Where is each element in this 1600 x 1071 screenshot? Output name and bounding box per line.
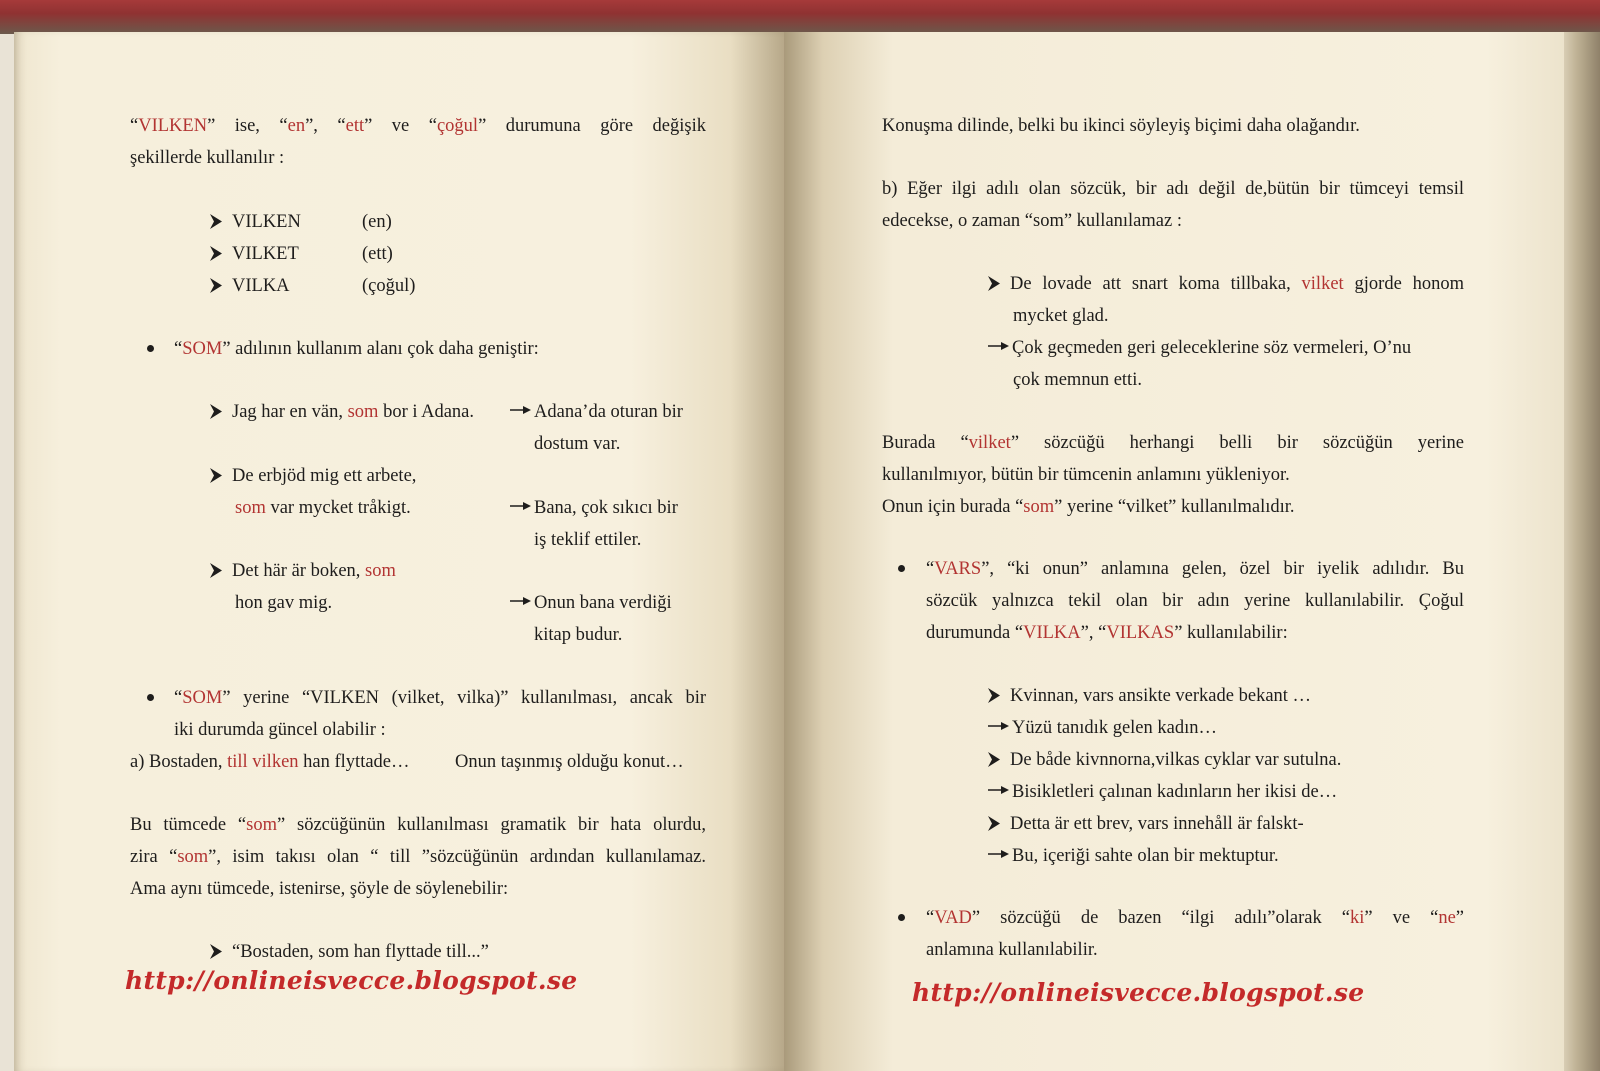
vars-example-sv: Detta är ett brev, vars innehåll är falskt- [988, 808, 1304, 840]
vars-bullet-line3: durumunda “VILKA”, “VILKAS” kullanılabilir: [926, 623, 1288, 643]
arrowhead-bullet-icon [210, 214, 222, 229]
book-page-edges [1564, 32, 1600, 1071]
arrowhead-bullet-icon [210, 468, 222, 483]
case-a-translation: Onun taşınmış olduğu konut… [455, 752, 684, 772]
vilket-translation-line2: çok memnun etti. [1013, 370, 1142, 390]
vars-example-tr: Yüzü tanıdık gelen kadın… [988, 712, 1217, 744]
translation-1: Adana’da oturan bir [510, 396, 683, 428]
vad-bullet-line1: “VAD” sözcüğü de bazen “ilgi adılı”olarak “ki” ve “ne” [926, 908, 1464, 928]
right-arrow-icon [988, 849, 1010, 859]
form-case: (en) [362, 212, 392, 232]
arrowhead-bullet-icon [210, 404, 222, 419]
arrowhead-bullet-icon [210, 944, 222, 959]
vilket-example: De lovade att snart koma tillbaka, vilket gjorde honom [988, 268, 1464, 332]
right-arrow-icon [988, 341, 1010, 351]
form-word: VILKEN [232, 212, 301, 232]
intro-paragraph: “VILKEN” ise, “en”, “ett” ve “çoğul” durumuna göre değişik [130, 116, 706, 136]
vars-bullet-line1: “VARS”, “ki onun” anlamına gelen, özel bir iyelik adılıdır. Bu [926, 559, 1464, 579]
bullet-dot [147, 694, 154, 701]
right-arrow-icon [510, 501, 532, 511]
arrowhead-bullet-icon [988, 688, 1000, 703]
burada-line2: kullanılmıyor, bütün bir tümcenin anlamını yükleniyor. [882, 465, 1290, 485]
vilket-translation: Çok geçmeden geri geleceklerine söz vermeleri, O’nu [988, 332, 1411, 364]
vad-bullet-line2: anlamına kullanılabilir. [926, 940, 1098, 960]
example-2-line2: som var mycket tråkigt. [235, 498, 411, 518]
translation-2: Bana, çok sıkıcı bir [510, 492, 678, 524]
form-word: VILKET [232, 244, 299, 264]
arrowhead-bullet-icon [210, 278, 222, 293]
form-case: (ett) [362, 244, 393, 264]
explanation-line3: Ama aynı tümcede, istenirse, şöyle de söylenebilir: [130, 879, 509, 899]
right-arrow-icon [988, 785, 1010, 795]
translation-2-line2: iş teklif ettiler. [534, 530, 642, 550]
form-row [210, 270, 416, 302]
blog-url[interactable]: http://onlineisvecce.blogspot.se [125, 966, 578, 995]
example-1: Jag har en vän, som bor i Adana. [210, 396, 474, 428]
case-b-line1: b) Eğer ilgi adılı olan sözcük, bir adı değil de,bütün bir tümceyi temsil [882, 179, 1464, 199]
burada-line1: Burada “vilket” sözcüğü herhangi belli bir sözcüğün yerine [882, 433, 1464, 453]
vars-example-sv: De både kivnnorna,vilkas cyklar var sutulna. [988, 744, 1341, 776]
intro-line2: şekillerde kullanılır : [130, 148, 285, 168]
som-vilken-line2: iki durumda güncel olabilir : [174, 720, 386, 740]
som-vilken-bullet: “SOM” yerine “VILKEN (vilket, vilka)” kullanılması, ancak bir [174, 688, 706, 708]
example-3: Det här är boken, som [210, 555, 396, 587]
explanation-line1: Bu tümcede “som” sözcüğünün kullanılması gramatik bir hata olurdu, [130, 815, 706, 835]
explanation-line2: zira “som”, isim takısı olan “ till ”sözcüğünün ardından kullanılamaz. [130, 847, 706, 867]
case-a: a) Bostaden, till vilken han flyttade… [130, 752, 410, 772]
arrowhead-bullet-icon [210, 563, 222, 578]
form-row [210, 206, 392, 238]
right-arrow-icon [988, 721, 1010, 731]
right-arrow-icon [510, 596, 532, 606]
example-2: De erbjöd mig ett arbete, [210, 460, 416, 492]
right-page [784, 32, 1564, 1071]
vars-bullet-line2: sözcük yalnızca tekil olan bir adın yerine kullanılabilir. Çoğul [926, 591, 1464, 611]
som-bullet: “SOM” adılının kullanım alanı çok daha geniştir: [174, 339, 539, 359]
form-row [210, 238, 393, 270]
final-example: “Bostaden, som han flyttade till...” [210, 936, 489, 968]
arrowhead-bullet-icon [988, 752, 1000, 767]
vars-example-tr: Bu, içeriği sahte olan bir mektuptur. [988, 840, 1279, 872]
example-3-line2: hon gav mig. [235, 593, 333, 613]
bullet-dot [898, 914, 905, 921]
book-top-edge [0, 0, 1600, 34]
right-intro: Konuşma dilinde, belki bu ikinci söyleyiş biçimi daha olağandır. [882, 116, 1360, 136]
left-page [14, 32, 784, 1071]
blog-url[interactable]: http://onlineisvecce.blogspot.se [912, 978, 1365, 1007]
translation-3-line2: kitap budur. [534, 625, 623, 645]
bullet-dot [147, 345, 154, 352]
arrowhead-bullet-icon [988, 276, 1000, 291]
form-word: VILKA [232, 276, 290, 296]
translation-1-line2: dostum var. [534, 434, 621, 454]
form-case: (çoğul) [362, 276, 416, 296]
right-arrow-icon [510, 405, 532, 415]
arrowhead-bullet-icon [988, 816, 1000, 831]
bullet-dot [898, 565, 905, 572]
burada-line3: Onun için burada “som” yerine “vilket” kullanılmalıdır. [882, 497, 1295, 517]
vars-example-tr: Bisikletleri çalınan kadınların her ikisi de… [988, 776, 1337, 808]
vars-example-sv: Kvinnan, vars ansikte verkade bekant … [988, 680, 1311, 712]
case-b-line2: edecekse, o zaman “som” kullanılamaz : [882, 211, 1182, 231]
translation-3: Onun bana verdiği [510, 587, 672, 619]
vilket-example-line2: mycket glad. [1013, 306, 1109, 326]
arrowhead-bullet-icon [210, 246, 222, 261]
